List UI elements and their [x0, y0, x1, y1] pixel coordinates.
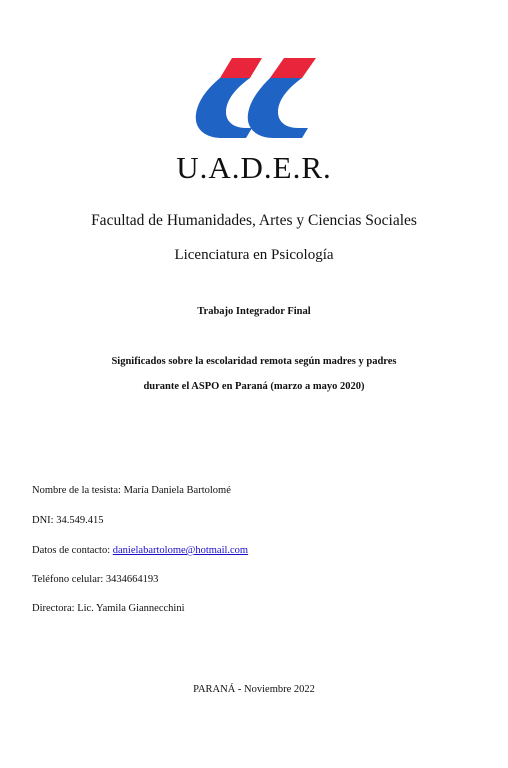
logo-blue-c-left: [196, 78, 252, 138]
director-row: [32, 603, 185, 614]
logo-red-stripe-right: [270, 58, 316, 78]
author-value: María Daniela Bartolomé: [123, 485, 231, 496]
director-value: Lic. Yamila Giannecchini: [77, 603, 185, 614]
contact-row: [32, 545, 248, 556]
dni-value: 34.549.415: [56, 515, 104, 526]
logo-red-stripe-left: [220, 58, 262, 78]
university-title: U.A.D.E.R.: [176, 150, 332, 185]
author-label: Nombre de la tesista:: [32, 485, 121, 496]
contact-label: Datos de contacto:: [32, 545, 111, 556]
dni-row: [32, 515, 103, 526]
place-date: PARANÁ - Noviembre 2022: [193, 684, 315, 695]
faculty-name: Facultad de Humanidades, Artes y Ciencias Sociales: [91, 212, 417, 229]
phone-row: [32, 574, 158, 585]
work-title-line-2: durante el ASPO en Paraná (marzo a mayo 2020): [143, 381, 365, 392]
work-title-line-1: Significados sobre la escolaridad remota según madres y padres: [111, 356, 397, 367]
dni-label: DNI:: [32, 515, 54, 526]
director-label: Directora:: [32, 603, 75, 614]
logo-blue-c-right: [248, 78, 308, 138]
uader-logo-icon: [192, 56, 318, 140]
author-row: [32, 485, 231, 496]
phone-value: 3434664193: [105, 574, 159, 585]
phone-label: Teléfono celular:: [32, 574, 104, 585]
career-name: Licenciatura en Psicología: [174, 247, 334, 263]
contact-email-link[interactable]: danielabartolome@hotmail.com: [112, 545, 249, 556]
work-type: Trabajo Integrador Final: [197, 306, 311, 317]
